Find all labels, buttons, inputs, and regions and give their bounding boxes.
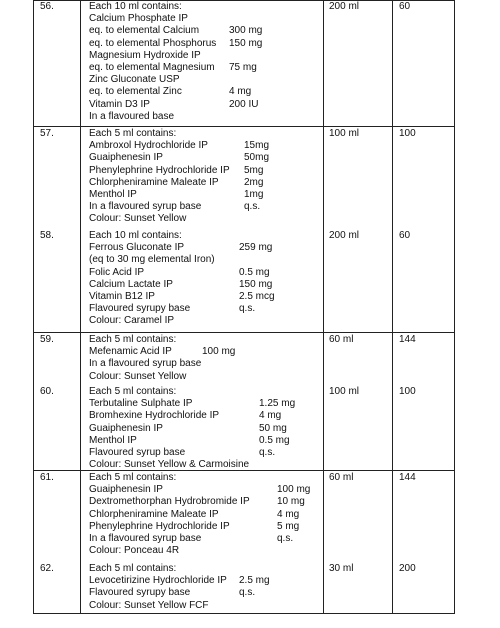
composition-line (89, 303, 327, 315)
composition-line (89, 435, 327, 447)
ingredient-name: Colour: Sunset Yellow (89, 370, 187, 382)
pack-volume: 100 ml (329, 128, 360, 139)
pack-volume: 100 ml (329, 386, 360, 397)
ingredient-name: Flavoured syrup base (89, 446, 186, 458)
ingredient-amount: 1.25 mg (259, 398, 296, 410)
item-number: 57. (40, 128, 54, 139)
composition-line (89, 99, 327, 111)
ingredient-amount: 5mg (244, 164, 264, 176)
ingredient-name: eq. to elemental Zinc (89, 86, 182, 98)
ingredient-name: Zinc Gluconate USP (89, 74, 180, 86)
ingredient-name: Phenylephrine Hydrochloride IP (89, 164, 230, 176)
ingredient-name: In a flavoured base (89, 110, 175, 122)
pack-count: 144 (399, 472, 416, 483)
composition-line (89, 410, 327, 422)
ingredient-amount: 2.5 mcg (239, 290, 275, 302)
ingredient-name: Each 5 ml contains: (89, 563, 177, 574)
ingredient-name: Flavoured syrupy base (89, 587, 191, 599)
ingredient-name: Bromhexine Hydrochloride IP (89, 410, 220, 422)
composition-line (89, 165, 327, 177)
composition-line (89, 545, 327, 557)
ingredient-amount: q.s. (244, 201, 261, 213)
composition-line (89, 267, 327, 279)
composition-line (89, 587, 327, 599)
ingredient-amount: 5 mg (277, 520, 300, 532)
ingredient-name: (eq to 30 mg elemental Iron) (89, 254, 215, 266)
composition-line (89, 25, 327, 37)
ingredient-name: Mefenamic Acid IP (89, 346, 172, 358)
composition-line (89, 242, 327, 254)
ingredient-amount: q.s. (259, 446, 276, 458)
ingredient-name: Phenylephrine Hydrochloride IP (89, 520, 230, 532)
composition-line (89, 315, 327, 327)
composition-line (89, 386, 327, 398)
ingredient-name: Folic Acid IP (89, 266, 145, 278)
table-border-bottom (33, 613, 455, 614)
pack-count: 100 (399, 128, 416, 139)
ingredient-name: In a flavoured syrup base (89, 358, 202, 370)
ingredient-amount: q.s. (239, 303, 256, 315)
composition-line (89, 334, 327, 346)
ingredient-amount: 200 IU (229, 98, 259, 110)
table-border-right (454, 0, 455, 614)
composition-line (89, 230, 327, 242)
ingredient-name: Colour: Sunset Yellow (89, 213, 187, 225)
composition-line (89, 600, 327, 612)
table-border-left (33, 0, 34, 614)
ingredient-amount: 50mg (244, 152, 270, 164)
pack-count: 144 (399, 334, 416, 345)
ingredient-amount: 150 mg (229, 37, 263, 49)
ingredient-name: Guaiphenesin IP (89, 484, 163, 496)
ingredient-name: Each 10 ml contains: (89, 1, 182, 12)
column-divider (392, 0, 393, 614)
ingredient-name: Ferrous Gluconate IP (89, 242, 185, 254)
row-divider (33, 332, 455, 333)
item-number: 59. (40, 334, 54, 345)
ingredient-name: Guaiphenesin IP (89, 422, 163, 434)
composition-line (89, 86, 327, 98)
product-table (33, 0, 455, 614)
pack-volume: 200 ml (329, 230, 360, 241)
composition-line (89, 254, 327, 266)
ingredient-name: Colour: Sunset Yellow FCF (89, 599, 209, 611)
composition-line (89, 111, 327, 123)
item-number: 58. (40, 230, 54, 241)
ingredient-name: eq. to elemental Phosphorus (89, 37, 217, 49)
ingredient-amount: 4 mg (277, 508, 300, 520)
ingredient-amount: q.s. (239, 587, 256, 599)
composition-line (89, 62, 327, 74)
composition-line (89, 533, 327, 545)
ingredient-name: Menthol IP (89, 188, 137, 200)
ingredient-name: eq. to elemental Magnesium (89, 61, 215, 73)
pack-volume: 60 ml (329, 472, 354, 483)
composition-line (89, 189, 327, 201)
ingredient-name: Chlorpheniramine Maleate IP (89, 176, 219, 188)
ingredient-amount: 75 mg (229, 61, 257, 73)
composition-line (89, 177, 327, 189)
composition-line (89, 575, 327, 587)
ingredient-amount: 300 mg (229, 25, 263, 37)
pack-count: 200 (399, 563, 416, 574)
ingredient-name: eq. to elemental Calcium (89, 25, 200, 37)
ingredient-amount: 259 mg (239, 242, 273, 254)
ingredient-amount: 4 mg (229, 86, 252, 98)
ingredient-name: Menthol IP (89, 434, 137, 446)
composition (89, 472, 327, 557)
ingredient-amount: q.s. (277, 532, 294, 544)
ingredient-amount: 15mg (244, 140, 270, 152)
ingredient-name: Terbutaline Sulphate IP (89, 398, 193, 410)
ingredient-name: Ambroxol Hydrochloride IP (89, 140, 208, 152)
ingredient-amount: 2.5 mg (239, 575, 270, 587)
composition (89, 128, 327, 226)
composition-line (89, 279, 327, 291)
ingredient-name: Vitamin B12 IP (89, 290, 155, 302)
composition-line (89, 152, 327, 164)
row-divider (33, 126, 455, 127)
ingredient-amount: 2mg (244, 176, 264, 188)
ingredient-name: Chlorpheniramine Maleate IP (89, 508, 219, 520)
ingredient-name: Dextromethorphan Hydrobromide IP (89, 496, 250, 508)
composition (89, 334, 327, 383)
composition-line (89, 472, 327, 484)
column-divider (80, 0, 81, 614)
composition-line (89, 371, 327, 383)
ingredient-name: Vitamin D3 IP (89, 98, 150, 110)
composition-line (89, 38, 327, 50)
composition (89, 1, 327, 123)
composition-line (89, 423, 327, 435)
ingredient-amount: 4 mg (259, 410, 282, 422)
composition-line (89, 509, 327, 521)
composition-line (89, 213, 327, 225)
ingredient-amount: 0.5 mg (259, 434, 290, 446)
ingredient-name: Magnesium Hydroxide IP (89, 49, 201, 61)
ingredient-name: Levocetirizine Hydrochloride IP (89, 575, 227, 587)
ingredient-name: Calcium Phosphate IP (89, 13, 188, 25)
ingredient-amount: 100 mg (277, 484, 311, 496)
composition-line (89, 128, 327, 140)
pack-count: 60 (399, 1, 411, 12)
ingredient-name: In a flavoured syrup base (89, 201, 202, 213)
composition-line (89, 201, 327, 213)
composition (89, 386, 327, 471)
ingredient-name: Each 5 ml contains: (89, 386, 177, 397)
composition-line (89, 459, 327, 471)
ingredient-name: Colour: Caramel IP (89, 315, 175, 327)
composition-line (89, 447, 327, 459)
ingredient-name: In a flavoured syrup base (89, 532, 202, 544)
ingredient-name: Colour: Ponceau 4R (89, 545, 180, 557)
ingredient-amount: 50 mg (259, 422, 287, 434)
composition-line (89, 358, 327, 370)
composition-line (89, 398, 327, 410)
ingredient-amount: 1mg (244, 188, 264, 200)
ingredient-name: Each 5 ml contains: (89, 128, 177, 139)
pack-volume: 60 ml (329, 334, 354, 345)
composition-line (89, 521, 327, 533)
ingredient-amount: 150 mg (239, 278, 273, 290)
item-number: 60. (40, 386, 54, 397)
ingredient-name: Colour: Sunset Yellow & Carmoisine (89, 459, 250, 471)
ingredient-amount: 0.5 mg (239, 266, 270, 278)
pack-count: 60 (399, 230, 411, 241)
item-number: 56. (40, 1, 54, 12)
pack-count: 100 (399, 386, 416, 397)
composition-line (89, 74, 327, 86)
ingredient-name: Calcium Lactate IP (89, 278, 173, 290)
composition-line (89, 13, 327, 25)
composition (89, 563, 327, 612)
ingredient-name: Guaiphenesin IP (89, 152, 163, 164)
pack-volume: 30 ml (329, 563, 354, 574)
item-number: 61. (40, 472, 54, 483)
ingredient-name: Each 5 ml contains: (89, 334, 177, 345)
composition-line (89, 496, 327, 508)
ingredient-amount: 10 mg (277, 496, 305, 508)
ingredient-amount: 100 mg (202, 346, 236, 358)
composition-line (89, 140, 327, 152)
composition (89, 230, 327, 328)
ingredient-name: Each 5 ml contains: (89, 472, 177, 483)
composition-line (89, 484, 327, 496)
composition-line (89, 563, 327, 575)
composition-line (89, 346, 327, 358)
pack-volume: 200 ml (329, 1, 360, 12)
composition-line (89, 50, 327, 62)
ingredient-name: Each 10 ml contains: (89, 230, 182, 241)
composition-line (89, 291, 327, 303)
composition-line (89, 1, 327, 13)
item-number: 62. (40, 563, 54, 574)
ingredient-name: Flavoured syrupy base (89, 303, 191, 315)
